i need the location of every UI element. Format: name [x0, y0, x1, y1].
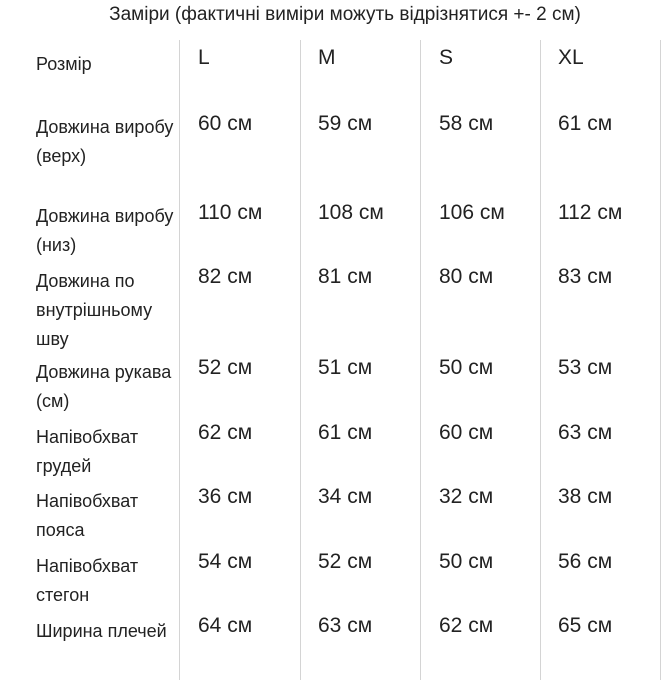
row-value: 50 см: [439, 550, 494, 573]
column-divider: [540, 40, 541, 680]
row-value: 65 см: [558, 614, 613, 637]
row-label: Напівобхват стегон: [36, 556, 139, 605]
row-label: Напівобхват грудей: [36, 427, 139, 476]
row-label: Довжина по внутрішньому шву: [36, 271, 153, 349]
column-divider: [660, 40, 661, 680]
row-value: 61 см: [558, 112, 613, 135]
size-table: [0, 40, 668, 680]
column-divider: [420, 40, 421, 680]
row-value: 52 см: [318, 550, 373, 573]
row-value: 38 см: [558, 485, 613, 508]
row-value: 108 см: [318, 201, 384, 224]
size-header-xl: XL: [558, 46, 584, 69]
header-label: Розмір: [36, 54, 92, 74]
row-value: 62 см: [439, 614, 494, 637]
row-label: Довжина виробу (верх): [36, 117, 174, 166]
row-value: 36 см: [198, 485, 253, 508]
row-value: 34 см: [318, 485, 373, 508]
row-value: 83 см: [558, 265, 613, 288]
row-value: 60 см: [198, 112, 253, 135]
row-value: 54 см: [198, 550, 253, 573]
size-header-s: S: [439, 46, 454, 69]
row-label: Довжина рукава (см): [36, 362, 172, 411]
page-title: Заміри (фактичні виміри можуть відрізнятися +- 2 см): [109, 4, 581, 25]
row-value: 63 см: [558, 421, 613, 444]
row-value: 110 см: [198, 201, 263, 224]
row-value: 61 см: [318, 421, 373, 444]
row-value: 112 см: [558, 201, 623, 224]
row-label: Напівобхват пояса: [36, 491, 139, 540]
row-value: 32 см: [439, 485, 494, 508]
row-value: 56 см: [558, 550, 613, 573]
column-divider: [300, 40, 301, 680]
row-value: 62 см: [198, 421, 253, 444]
row-value: 80 см: [439, 265, 494, 288]
row-value: 60 см: [439, 421, 494, 444]
row-value: 59 см: [318, 112, 373, 135]
row-value: 63 см: [318, 614, 373, 637]
size-header-m: M: [318, 46, 336, 69]
row-label: Ширина плечей: [36, 621, 167, 641]
row-value: 52 см: [198, 356, 253, 379]
row-value: 64 см: [198, 614, 253, 637]
row-value: 58 см: [439, 112, 494, 135]
row-value: 51 см: [318, 356, 373, 379]
size-header-l: L: [198, 46, 210, 69]
column-divider: [179, 40, 180, 680]
row-value: 82 см: [198, 265, 253, 288]
row-value: 50 см: [439, 356, 494, 379]
row-value: 53 см: [558, 356, 613, 379]
row-value: 106 см: [439, 201, 505, 224]
row-value: 81 см: [318, 265, 373, 288]
row-label: Довжина виробу (низ): [36, 206, 174, 255]
